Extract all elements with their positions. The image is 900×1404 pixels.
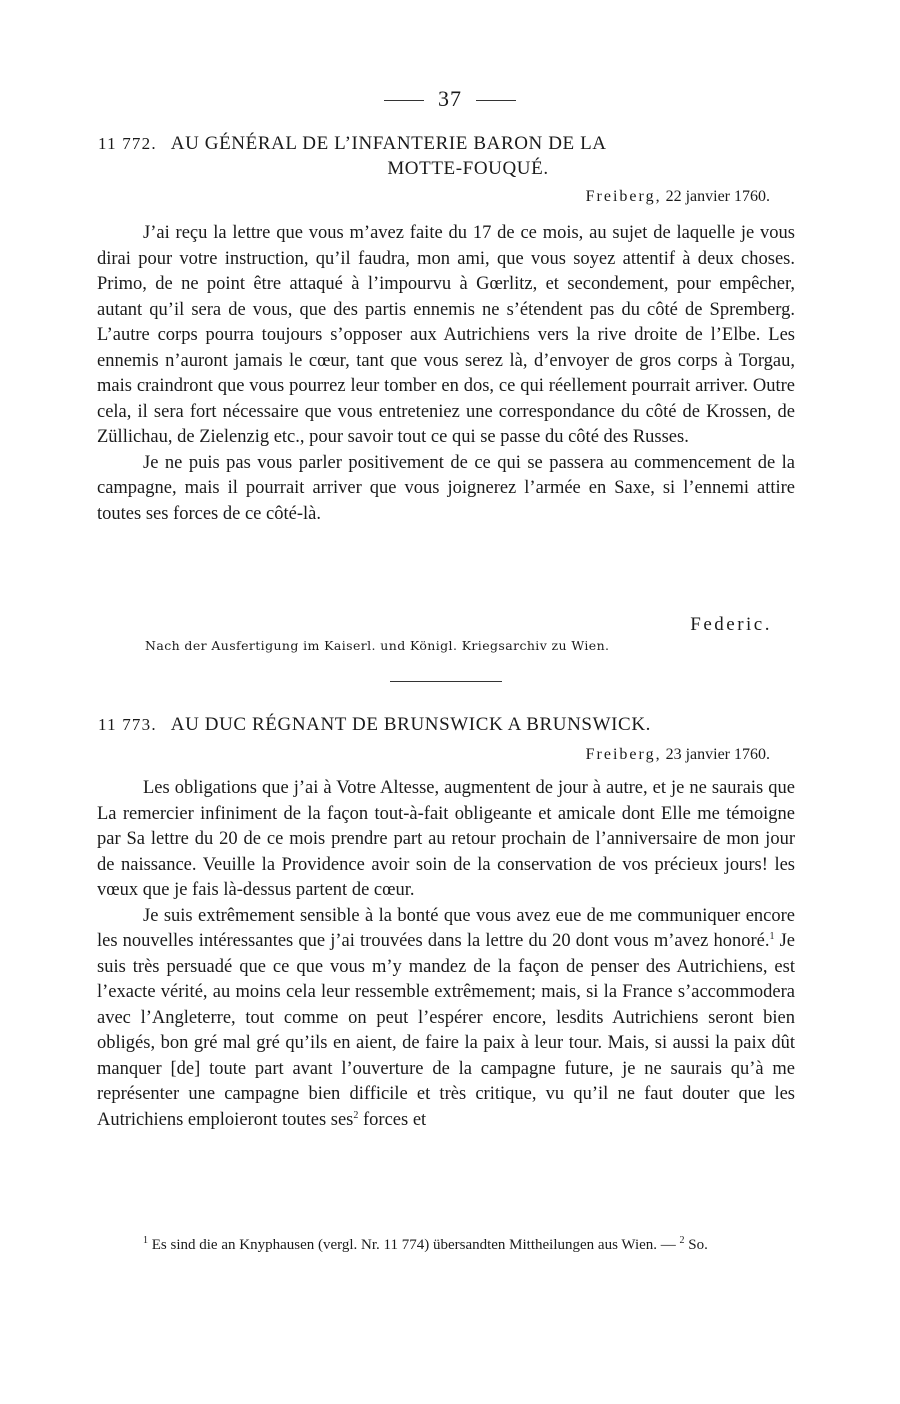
page-number-rule-right [476, 100, 516, 101]
section-divider [390, 681, 502, 682]
letter-2-heading-line1: AU DUC RÉGNANT DE BRUNSWICK A BRUNSWICK. [170, 714, 651, 735]
letter-2-paragraph-1: Les obligations que j’ai à Votre Altesse, augmentent de jour à autre, et je ne saurais que La remercier infiniment de la façon tout-à-fait obligeante et amicale dont Elle me témoigne par Sa lettre du 20 de ce mois prendre part au retour prochain de l’anniversaire de mon jour de naissance. Veuille la Providence avoir soin de la conservation de vos précieux jours! les vœux que je fais là-dessus partent de cœur. [97, 778, 795, 900]
page-number-text: 37 [438, 86, 462, 111]
letter-2-number: 11 773. [98, 715, 157, 734]
letter-2-paragraph-2-part-b: Je suis très persuadé que ce que vous m’y mandez de la façon de penser des Autrichiens, est l’exacte vérité, au moins cela leur ressemble extrêmement; mais, si la France s’accommodera avec l’Angleterre, tout comme on peut l’espérer encore, lesdits Autrichiens seront bien obligés, bon gré mal gré qu’ils en aient, de faire la paix à leur tour. Mais, si aussi la paix dût manquer [de] toute part avant l’ouverture de la campagne future, je ne saurais qu’à me représenter une campagne bien difficile et très critique, vu qu’il ne faut douter que les Autrichiens emploieront toutes ses [97, 931, 795, 1130]
footnote-2-text: So. [684, 1237, 708, 1253]
letter-2-date: 23 janvier 1760. [665, 746, 770, 763]
letter-1-paragraph-2: Je ne puis pas vous parler positivement de ce qui se passera au commencement de la campagne, mais il pourrait arriver que vous joignerez l’armée en Saxe, si l’ennemi attire toutes ses forces de ce côté-là. [97, 452, 795, 524]
letter-1-dateline [586, 188, 770, 206]
footnote-marker-1: 1 [769, 930, 775, 942]
letter-1-heading-line1: AU GÉNÉRAL DE L’INFANTERIE BARON DE LA [170, 133, 607, 154]
letter-1-heading [98, 131, 798, 181]
letter-1-number: 11 772. [98, 134, 157, 153]
footnote-1-marker: 1 [143, 1235, 148, 1246]
letter-1-body [97, 221, 795, 527]
footnote-1-text: Es sind die an Knyphausen (vergl. Nr. 11 774) übersandten Mittheilungen aus Wien. — [151, 1237, 680, 1253]
page-number-rule-left [384, 100, 424, 101]
letter-1-date: 22 janvier 1760. [665, 188, 770, 205]
letter-2-heading [98, 712, 798, 737]
letter-2-paragraph-2 [97, 904, 795, 1134]
letter-1-signature: Federic. [690, 614, 772, 635]
footnote-marker-2: 2 [353, 1109, 359, 1121]
letter-2-paragraph-2-part-c: forces et [358, 1109, 427, 1130]
footnotes [97, 1236, 797, 1254]
letter-1-heading-line2: MOTTE-FOUQUÉ. [387, 158, 549, 179]
letter-1-date-place: Freiberg, [585, 188, 662, 205]
letter-2-date-place: Freiberg, [585, 746, 662, 763]
letter-2-paragraph-2-part-a: Je suis extrêmement sensible à la bonté que vous avez eue de me communiquer encore les nouvelles intéressantes que j’ai trouvées dans la lettre du 20 dont vous m’avez honoré. [97, 905, 795, 951]
letter-1-paragraph-1: J’ai reçu la lettre que vous m’avez faite du 17 de ce mois, au sujet de laquelle je vous dirai pour votre instruction, qu’il faudra, mon ami, que vous soyez attentif à deux choses. Primo, de ne point être attaqué à l’impourvu à Gœrlitz, et secondement, pour empêcher, autant qu’il sera de vous, que des partis ennemis ne s’étendent pas du côté de Spremberg. L’autre corps pourra toujours s’opposer aux Autrichiens vers la rive droite de l’Elbe. Les ennemis n’auront jamais le cœur, tant que vous serez là, d’envoyer de gros corps à Torgau, mais craindront que vous pourrez leur tomber en dos, ce qui réellement pourrait arriver. Outre cela, il sera fort nécessaire que vous entreteniez une correspondance du côté de Krossen, de Züllichau, de Zielenzig etc., pour savoir tout ce qui se passe du côté des Russes. [97, 223, 795, 447]
footnote-1 [97, 1236, 797, 1254]
letter-2-dateline [586, 746, 770, 764]
footnote-2-marker: 2 [679, 1235, 685, 1246]
page-number [0, 86, 900, 112]
letter-1-source-note: Nach der Ausfertigung im Kaiserl. und Königl. Kriegsarchiv zu Wien. [145, 638, 610, 653]
letter-2-body [97, 776, 795, 1133]
